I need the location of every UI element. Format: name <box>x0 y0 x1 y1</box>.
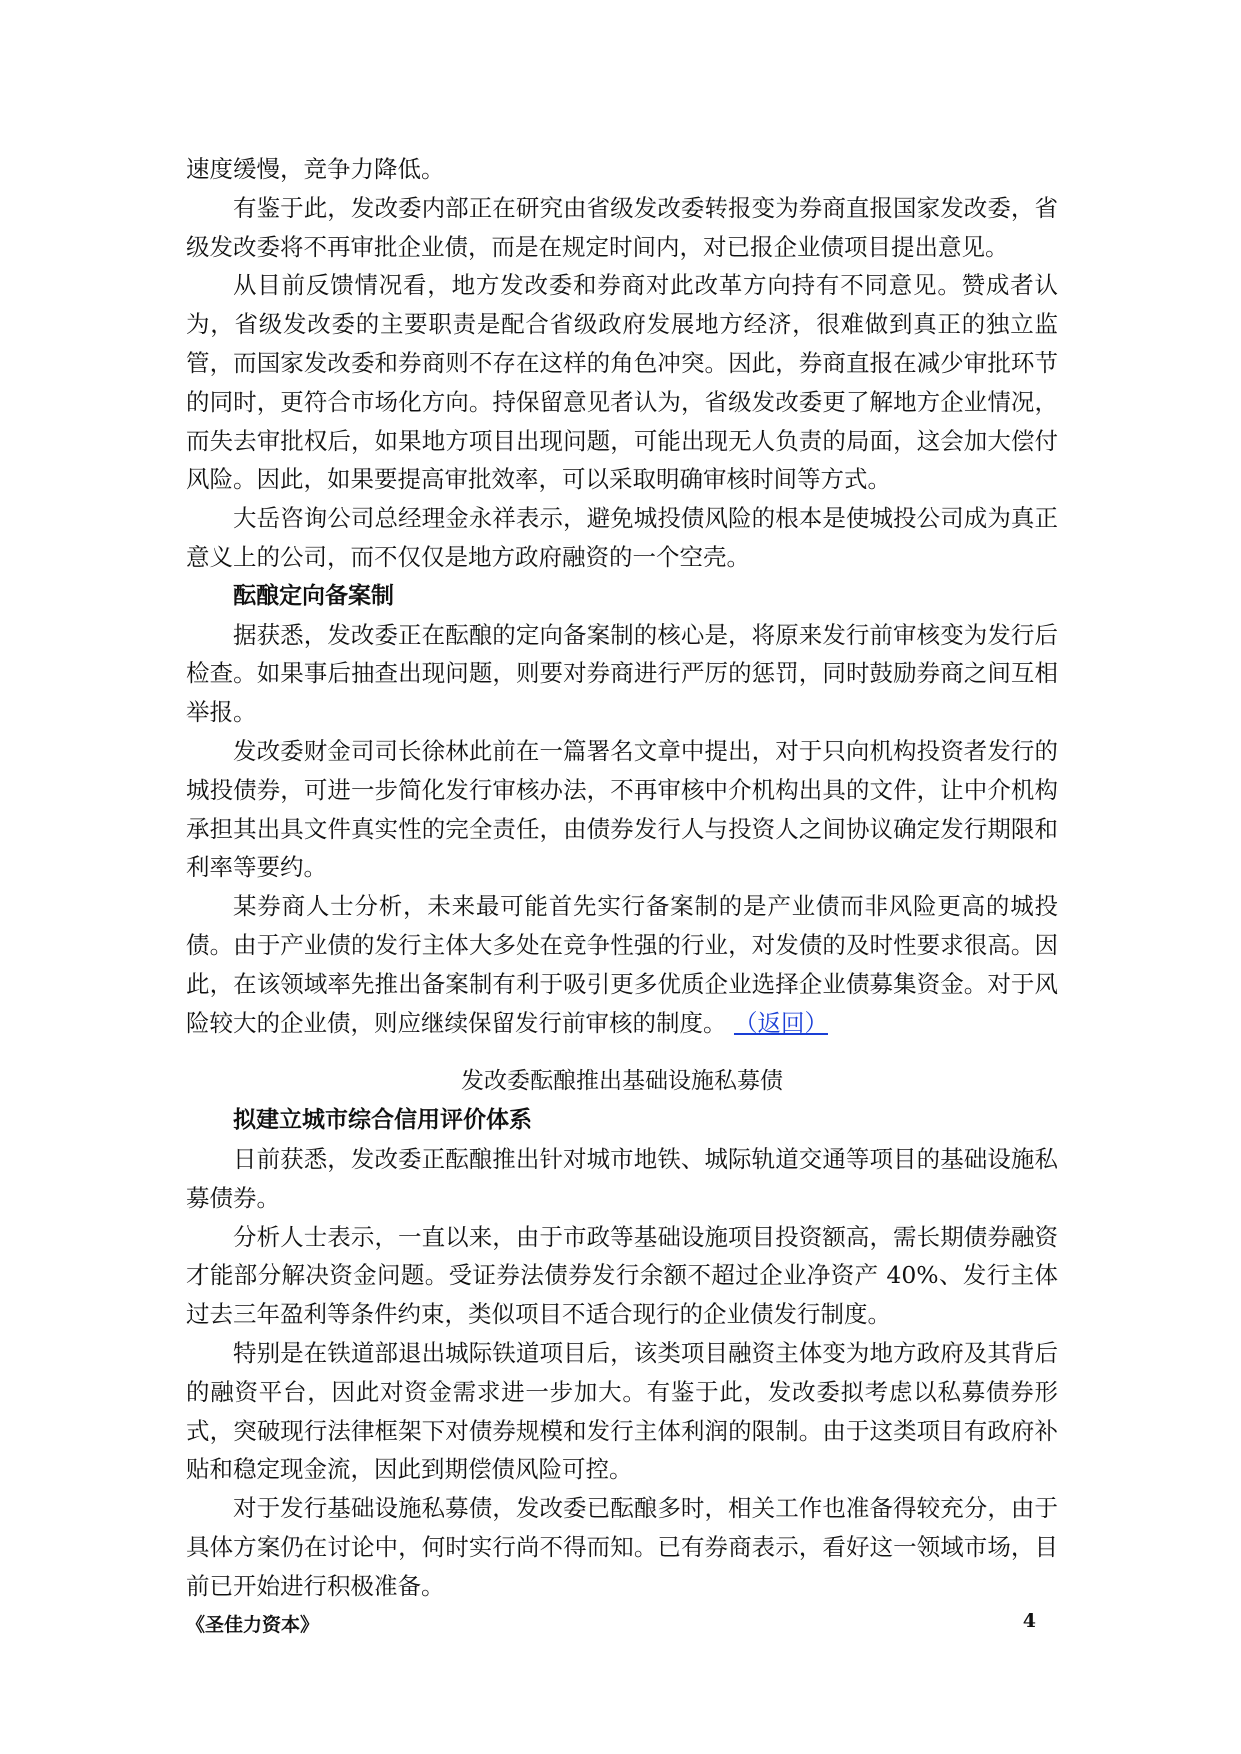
paragraph-with-link <box>186 887 1058 1042</box>
page-content <box>186 150 1058 1605</box>
paragraph: 从目前反馈情况看，地方发改委和券商对此改革方向持有不同意见。赞成者认为，省级发改委的主要职责是配合省级政府发展地方经济，很难做到真正的独立监管，而国家发改委和券商则不存在这样的角色冲突。因此，券商直报在减少审批环节的同时，更符合市场化方向。持保留意见者认为，省级发改委更了解地方企业情况，而失去审批权后，如果地方项目出现问题，可能出现无人负责的局面，这会加大偿付风险。因此，如果要提高审批效率，可以采取明确审核时间等方式。 <box>186 271 1058 494</box>
section-heading: 酝酿定向备案制 <box>233 582 394 609</box>
paragraph: 发改委财金司司长徐林此前在一篇署名文章中提出，对于只向机构投资者发行的城投债券，可进一步简化发行审核办法，不再审核中介机构出具的文件，让中介机构承担其出具文件真实性的完全责任，由债券发行人与投资人之间协议确定发行期限和利率等要约。 <box>186 736 1058 882</box>
paragraph: 特别是在铁道部退出城际铁道项目后，该类项目融资主体变为地方政府及其背后的融资平台，因此对资金需求进一步加大。有鉴于此，发改委拟考虑以私募债券形式，突破现行法律框架下对债券规模和发行主体利润的限制。由于这类项目有政府补贴和稳定现金流，因此到期偿债风险可控。 <box>186 1338 1058 1484</box>
section-heading: 拟建立城市综合信用评价体系 <box>233 1107 532 1134</box>
paragraph: 日前获悉，发改委正酝酿推出针对城市地铁、城际轨道交通等项目的基础设施私募债券。 <box>186 1144 1058 1212</box>
paragraph: 有鉴于此，发改委内部正在研究由省级发改委转报变为券商直报国家发改委，省级发改委将不再审批企业债，而是在规定时间内，对已报企业债项目提出意见。 <box>186 193 1058 261</box>
paragraph: 分析人士表示，一直以来，由于市政等基础设施项目投资额高，需长期债券融资才能部分解决资金问题。受证券法债券发行余额不超过企业净资产 40%、发行主体过去三年盈利等条件约束，类似项目不适合现行的企业债发行制度。 <box>186 1222 1058 1329</box>
footer-publication: 《圣佳力资本》 <box>186 1614 320 1636</box>
paragraph-continuation: 速度缓慢，竞争力降低。 <box>186 155 445 183</box>
paragraph: 大岳咨询公司总经理金永祥表示，避免城投债风险的根本是使城投公司成为真正意义上的公司，而不仅仅是地方政府融资的一个空壳。 <box>186 504 1058 571</box>
paragraph: 据获悉，发改委正在酝酿的定向备案制的核心是，将原来发行前审核变为发行后检查。如果事后抽查出现问题，则要对券商进行严厉的惩罚，同时鼓励券商之间互相举报。 <box>186 620 1058 727</box>
return-link[interactable]: （返回） <box>733 1008 828 1037</box>
paragraph-text: 某券商人士分析，未来最可能首先实行备案制的是产业债而非风险更高的城投债。由于产业债的发行主体大多处在竞争性强的行业，对发债的及时性要求很高。因此，在该领域率先推出备案制有利于吸引更多优质企业选择企业债募集资金。对于风险较大的企业债，则应继续保留发行前审核的制度。 <box>186 892 1058 1037</box>
paragraph: 对于发行基础设施私募债，发改委已酝酿多时，相关工作也准备得较充分，由于具体方案仍在讨论中，何时实行尚不得而知。已有券商表示，看好这一领域市场，目前已开始进行积极准备。 <box>186 1494 1058 1600</box>
article-title: 发改委酝酿推出基础设施私募债 <box>461 1068 783 1095</box>
footer-page-number: 4 <box>1022 1610 1036 1632</box>
